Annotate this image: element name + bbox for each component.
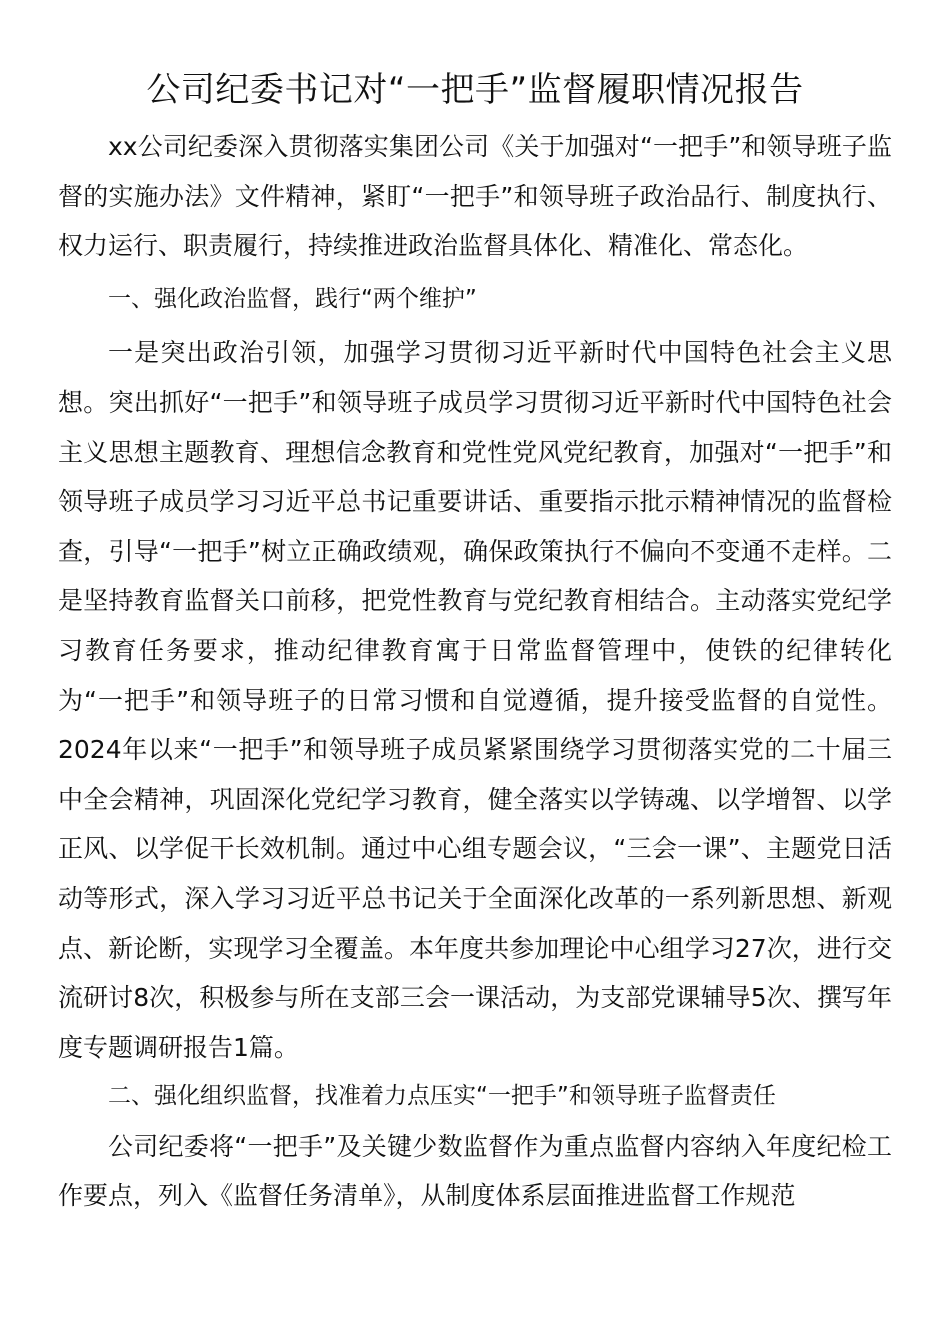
section-1-body: 一是突出政治引领，加强学习贯彻习近平新时代中国特色社会主义思想。突出抓好“一把手”和领导班子成员学习贯彻习近平新时代中国特色社会主义思想主题教育、理想信念教育和党性党风党纪教育，加强对“一把手”和领导班子成员学习习近平总书记重要讲话、重要指示批示精神情况的监督检查，引导“一把手”树立正确政绩观，确保政策执行不偏向不变通不走样。二是坚持教育监督关口前移，把党性教育与党纪教育相结合。主动落实党纪学习教育任务要求，推动纪律教育寓于日常监督管理中，使铁的纪律转化为“一把手”和领导班子的日常习惯和自觉遵循，提升接受监督的自觉性。2024年以来“一把手”和领导班子成员紧紧围绕学习贯彻落实党的二十届三中全会精神，巩固深化党纪学习教育，健全落实以学铸魂、以学增智、以学正风、以学促干长效机制。通过中心组专题会议，“三会一课”、主题党日活动等形式，深入学习习近平总书记关于全面深化改革的一系列新思想、新观点、新论断，实现学习全覆盖。本年度共参加理论中心组学习27次，进行交流研讨8次，积极参与所在支部三会一课活动，为支部党课辅导5次、撰写年度专题调研报告1篇。 xyxy=(58,338,892,1062)
document-title: 公司纪委书记对“一把手”监督履职情况报告 xyxy=(146,70,804,110)
document-page xyxy=(58,62,892,1221)
section-1-heading: 一、强化政治监督，践行“两个维护” xyxy=(108,285,477,312)
section-2-heading: 二、强化组织监督，找准着力点压实“一把手”和领导班子监督责任 xyxy=(108,1083,776,1110)
section-2-body: 公司纪委将“一把手”及关键少数监督作为重点监督内容纳入年度纪检工作要点，列入《监督任务清单》，从制度体系层面推进监督工作规范 xyxy=(58,1131,892,1211)
intro-paragraph: xx公司纪委深入贯彻落实集团公司《关于加强对“一把手”和领导班子监督的实施办法》文件精神，紧盯“一把手”和领导班子政治品行、制度执行、权力运行、职责履行，持续推进政治监督具体化、精准化、常态化。 xyxy=(58,132,892,261)
